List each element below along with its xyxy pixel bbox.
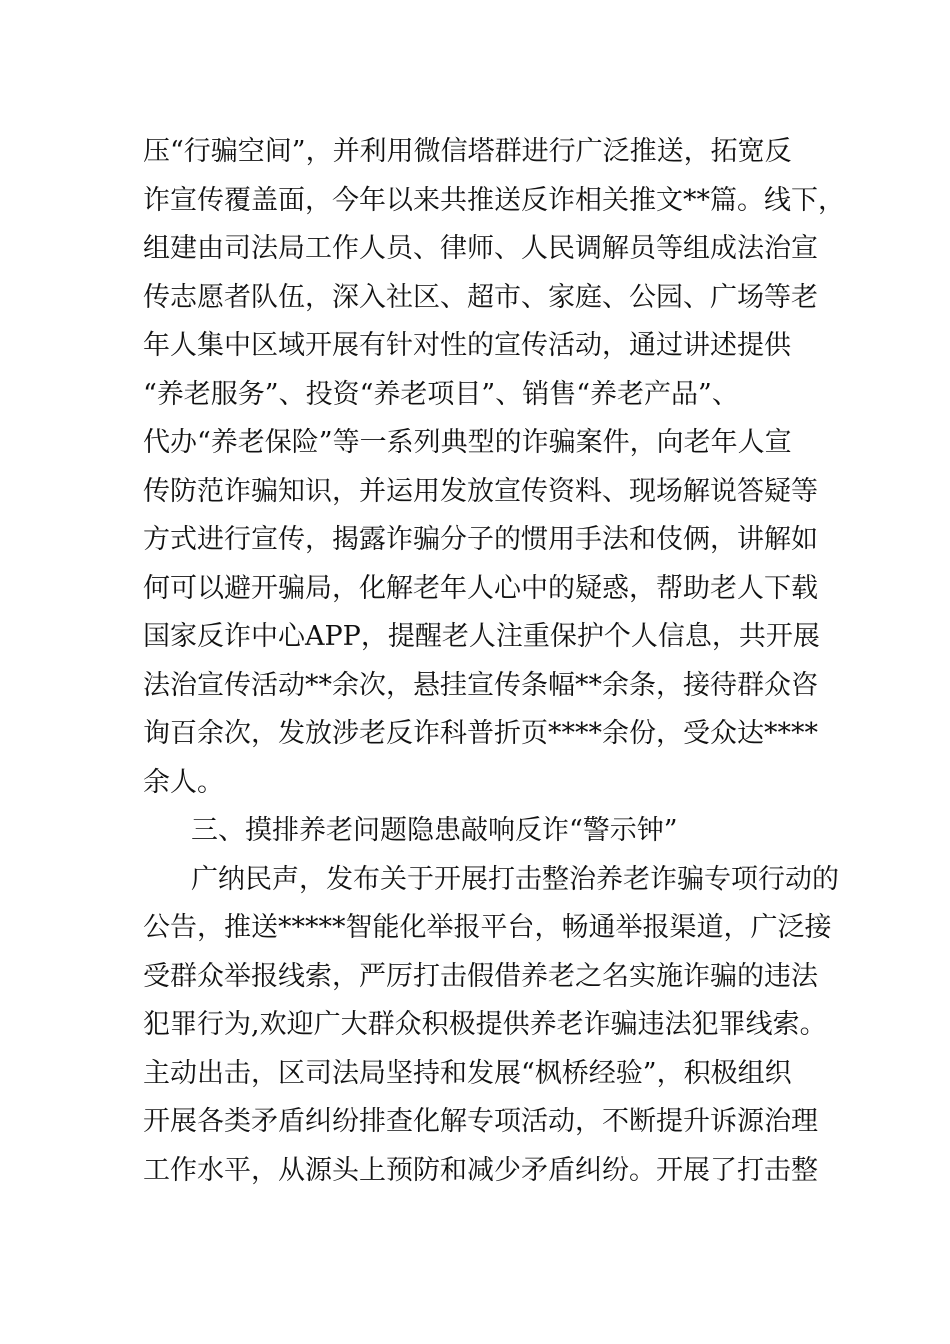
paragraph-first-line: 广纳民声，发布关于开展打击整治养老诈骗专项行动的 (191, 863, 839, 895)
text-line: 传志愿者队伍，深入社区、超市、家庭、公园、广场等老 (143, 281, 818, 313)
text-line: 何可以避开骗局，化解老年人心中的疑惑，帮助老人下载 (143, 572, 818, 604)
text-line: 诈宣传覆盖面，今年以来共推送反诈相关推文**篇。线下， (143, 184, 845, 216)
text-line: 方式进行宣传，揭露诈骗分子的惯用手法和伎俩，讲解如 (143, 524, 818, 555)
section-heading: 三、摸排养老问题隐患敲响反诈“警示钟” (191, 815, 678, 846)
text-line: 国家反诈中心APP，提醒老人注重保护个人信息，共开展 (143, 621, 820, 652)
text-line: 组建由司法局工作人员、律师、人民调解员等组成法治宣 (143, 233, 818, 264)
text-line: 公告，推送*****智能化举报平台，畅通举报渠道，广泛接 (143, 912, 832, 943)
text-line: 犯罪行为,欢迎广大群众积极提供养老诈骗违法犯罪线索。 (143, 1009, 827, 1040)
text-line: 代办“养老保险”等一系列典型的诈骗案件，向老年人宣 (143, 427, 792, 458)
text-line: 开展各类矛盾纠纷排查化解专项活动，不断提升诉源治理 (143, 1106, 818, 1137)
text-line: 传防范诈骗知识，并运用发放宣传资料、现场解说答疑等 (143, 475, 818, 507)
text-line: 工作水平，从源头上预防和减少矛盾纠纷。开展了打击整 (143, 1154, 818, 1186)
text-line: 法治宣传活动**余次，悬挂宣传条幅**余条，接待群众咨 (143, 669, 818, 701)
text-line: 年人集中区域开展有针对性的宣传活动，通过讲述提供 (143, 330, 791, 361)
body-text (143, 128, 843, 1195)
text-line: 余人。 (143, 766, 224, 798)
text-line: 主动出击，区司法局坚持和发展“枫桥经验”，积极组织 (143, 1057, 792, 1089)
text-line: 压“行骗空间”，并利用微信塔群进行广泛推送，拓宽反 (143, 136, 792, 167)
text-line: 询百余次，发放涉老反诈科普折页****余份，受众达**** (143, 718, 818, 749)
text-line: “养老服务”、投资“养老项目”、销售“养老产品”、 (143, 378, 739, 410)
text-line: 受群众举报线索，严厉打击假借养老之名实施诈骗的违法 (143, 960, 818, 992)
